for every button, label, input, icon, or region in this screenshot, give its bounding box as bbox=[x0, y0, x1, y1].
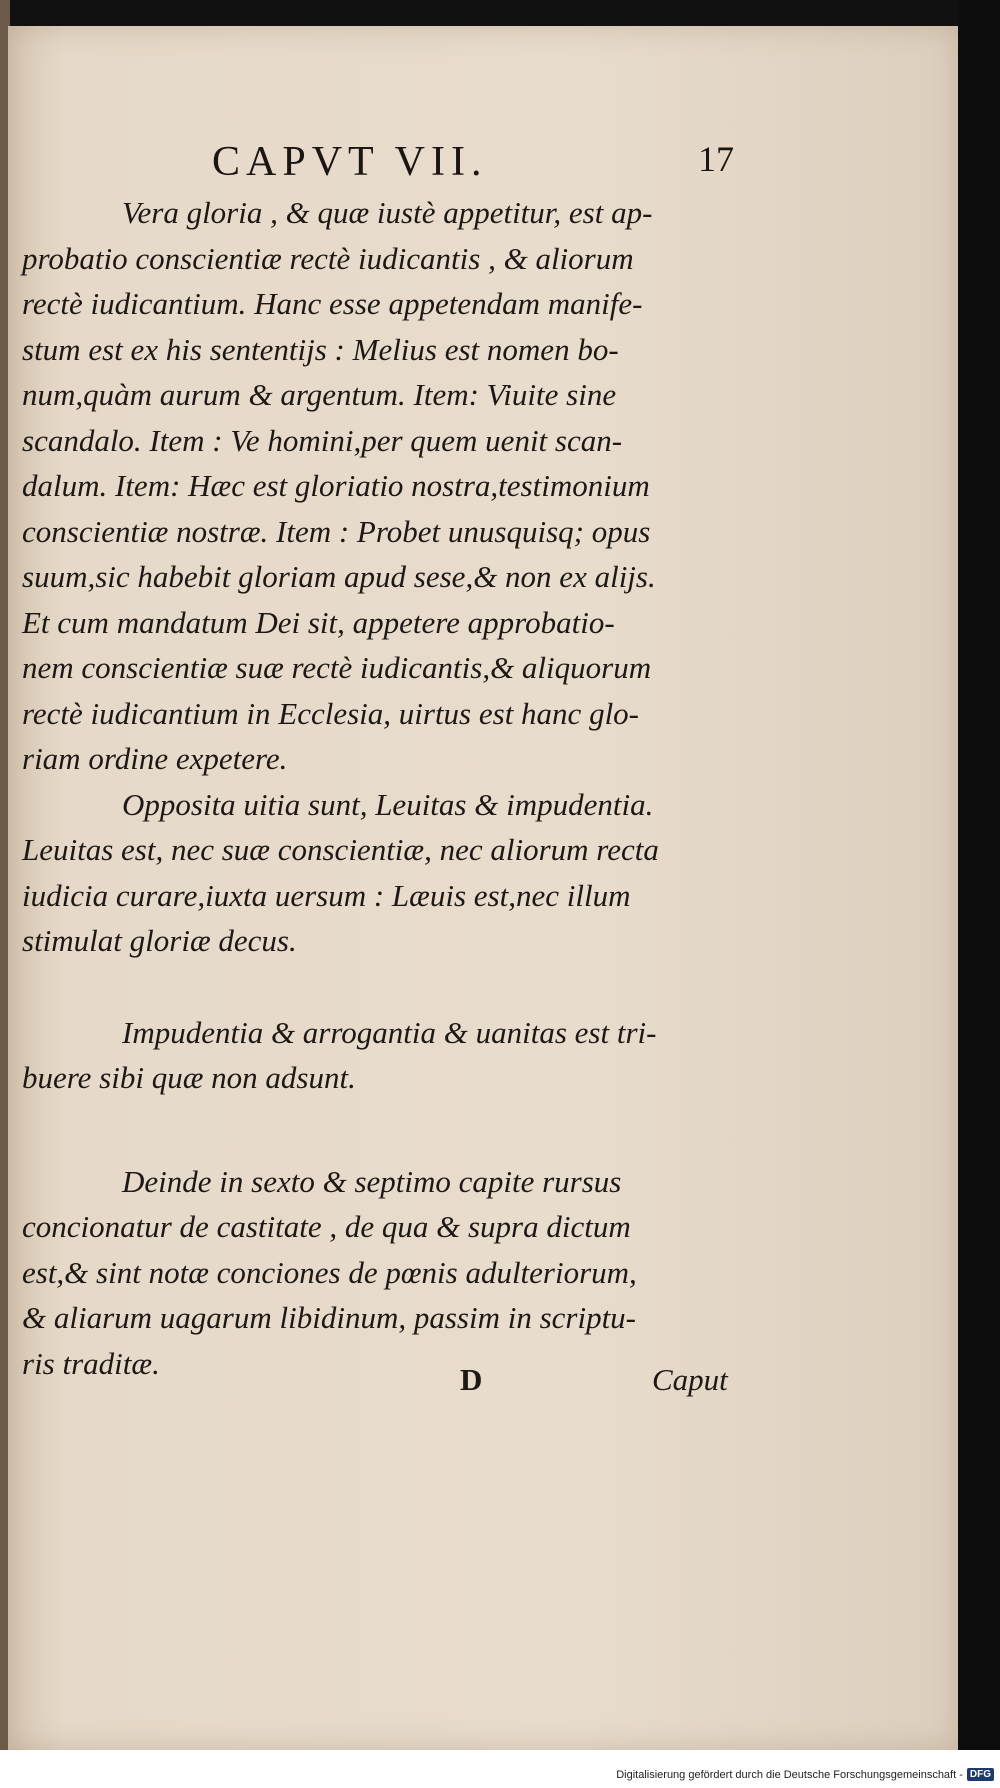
text-line: Et cum mandatum Dei sit, appetere approbatio- bbox=[22, 604, 615, 640]
text-line: concionatur de castitate , de qua & supra dictum bbox=[22, 1209, 631, 1244]
text-line: dalum. Item: Hæc est gloriatio nostra,testimonium bbox=[22, 468, 650, 503]
paragraph-3 bbox=[22, 1010, 742, 1101]
book-page bbox=[8, 26, 958, 1750]
text-line: & aliarum uagarum libidinum, passim in scriptu- bbox=[22, 1300, 637, 1335]
text-line: Impudentia & arrogantia & uanitas est tri- bbox=[122, 1014, 657, 1050]
text-line: stum est ex his sententijs : Melius est nomen bo- bbox=[22, 331, 619, 367]
paragraph-2 bbox=[22, 782, 742, 964]
text-line: conscientiæ nostræ. Item : Probet unusquisq; opus bbox=[22, 513, 651, 549]
text-line: Opposita uitia sunt, Leuitas & impudentia. bbox=[122, 786, 654, 822]
running-head: CAPVT VII. bbox=[212, 139, 488, 185]
page-number: 17 bbox=[698, 139, 734, 179]
text-line: stimulat gloriæ decus. bbox=[22, 923, 297, 958]
catchword-line bbox=[8, 1362, 958, 1412]
text-line: Vera gloria , & quæ iustè appetitur, est ap- bbox=[122, 195, 653, 230]
body-text bbox=[22, 190, 742, 1386]
text-line: num,quàm aurum & argentum. Item: Viuite sine bbox=[22, 377, 617, 412]
text-line: suum,sic habebit gloriam apud sese,& non ex alijs. bbox=[22, 559, 656, 594]
text-line: Deinde in sexto & septimo capite rursus bbox=[122, 1163, 622, 1199]
digitization-credit bbox=[616, 1768, 994, 1781]
text-line: buere sibi quæ non adsunt. bbox=[22, 1060, 356, 1095]
text-line: est,& sint notæ conciones de pœnis adulteriorum, bbox=[22, 1254, 637, 1290]
page-header bbox=[8, 138, 958, 188]
text-line: rectè iudicantium. Hanc esse appetendam manife- bbox=[22, 286, 643, 321]
paragraph-4 bbox=[22, 1159, 742, 1387]
text-line: probatio conscientiæ rectè iudicantis , & aliorum bbox=[22, 240, 634, 276]
catchword: Caput bbox=[652, 1362, 728, 1397]
text-line: scandalo. Item : Ve homini,per quem uenit scan- bbox=[22, 422, 623, 458]
scan-background bbox=[958, 0, 1000, 1750]
text-line: riam ordine expetere. bbox=[22, 741, 288, 776]
text-line: iudicia curare,iuxta uersum : Læuis est,nec illum bbox=[22, 877, 631, 913]
credit-text: Digitalisierung gefördert durch die Deutsche Forschungsgemeinschaft - bbox=[616, 1768, 963, 1781]
text-line: Leuitas est, nec suæ conscientiæ, nec aliorum recta bbox=[22, 832, 659, 867]
text-line: ris traditæ. bbox=[22, 1345, 160, 1381]
text-line: nem conscientiæ suæ rectè iudicantis,& aliquorum bbox=[22, 650, 652, 685]
text-line: rectè iudicantium in Ecclesia, uirtus est hanc glo- bbox=[22, 695, 640, 731]
dfg-logo-icon: DFG bbox=[967, 1768, 994, 1781]
paragraph-1 bbox=[22, 190, 742, 782]
signature-mark: D bbox=[460, 1362, 483, 1397]
